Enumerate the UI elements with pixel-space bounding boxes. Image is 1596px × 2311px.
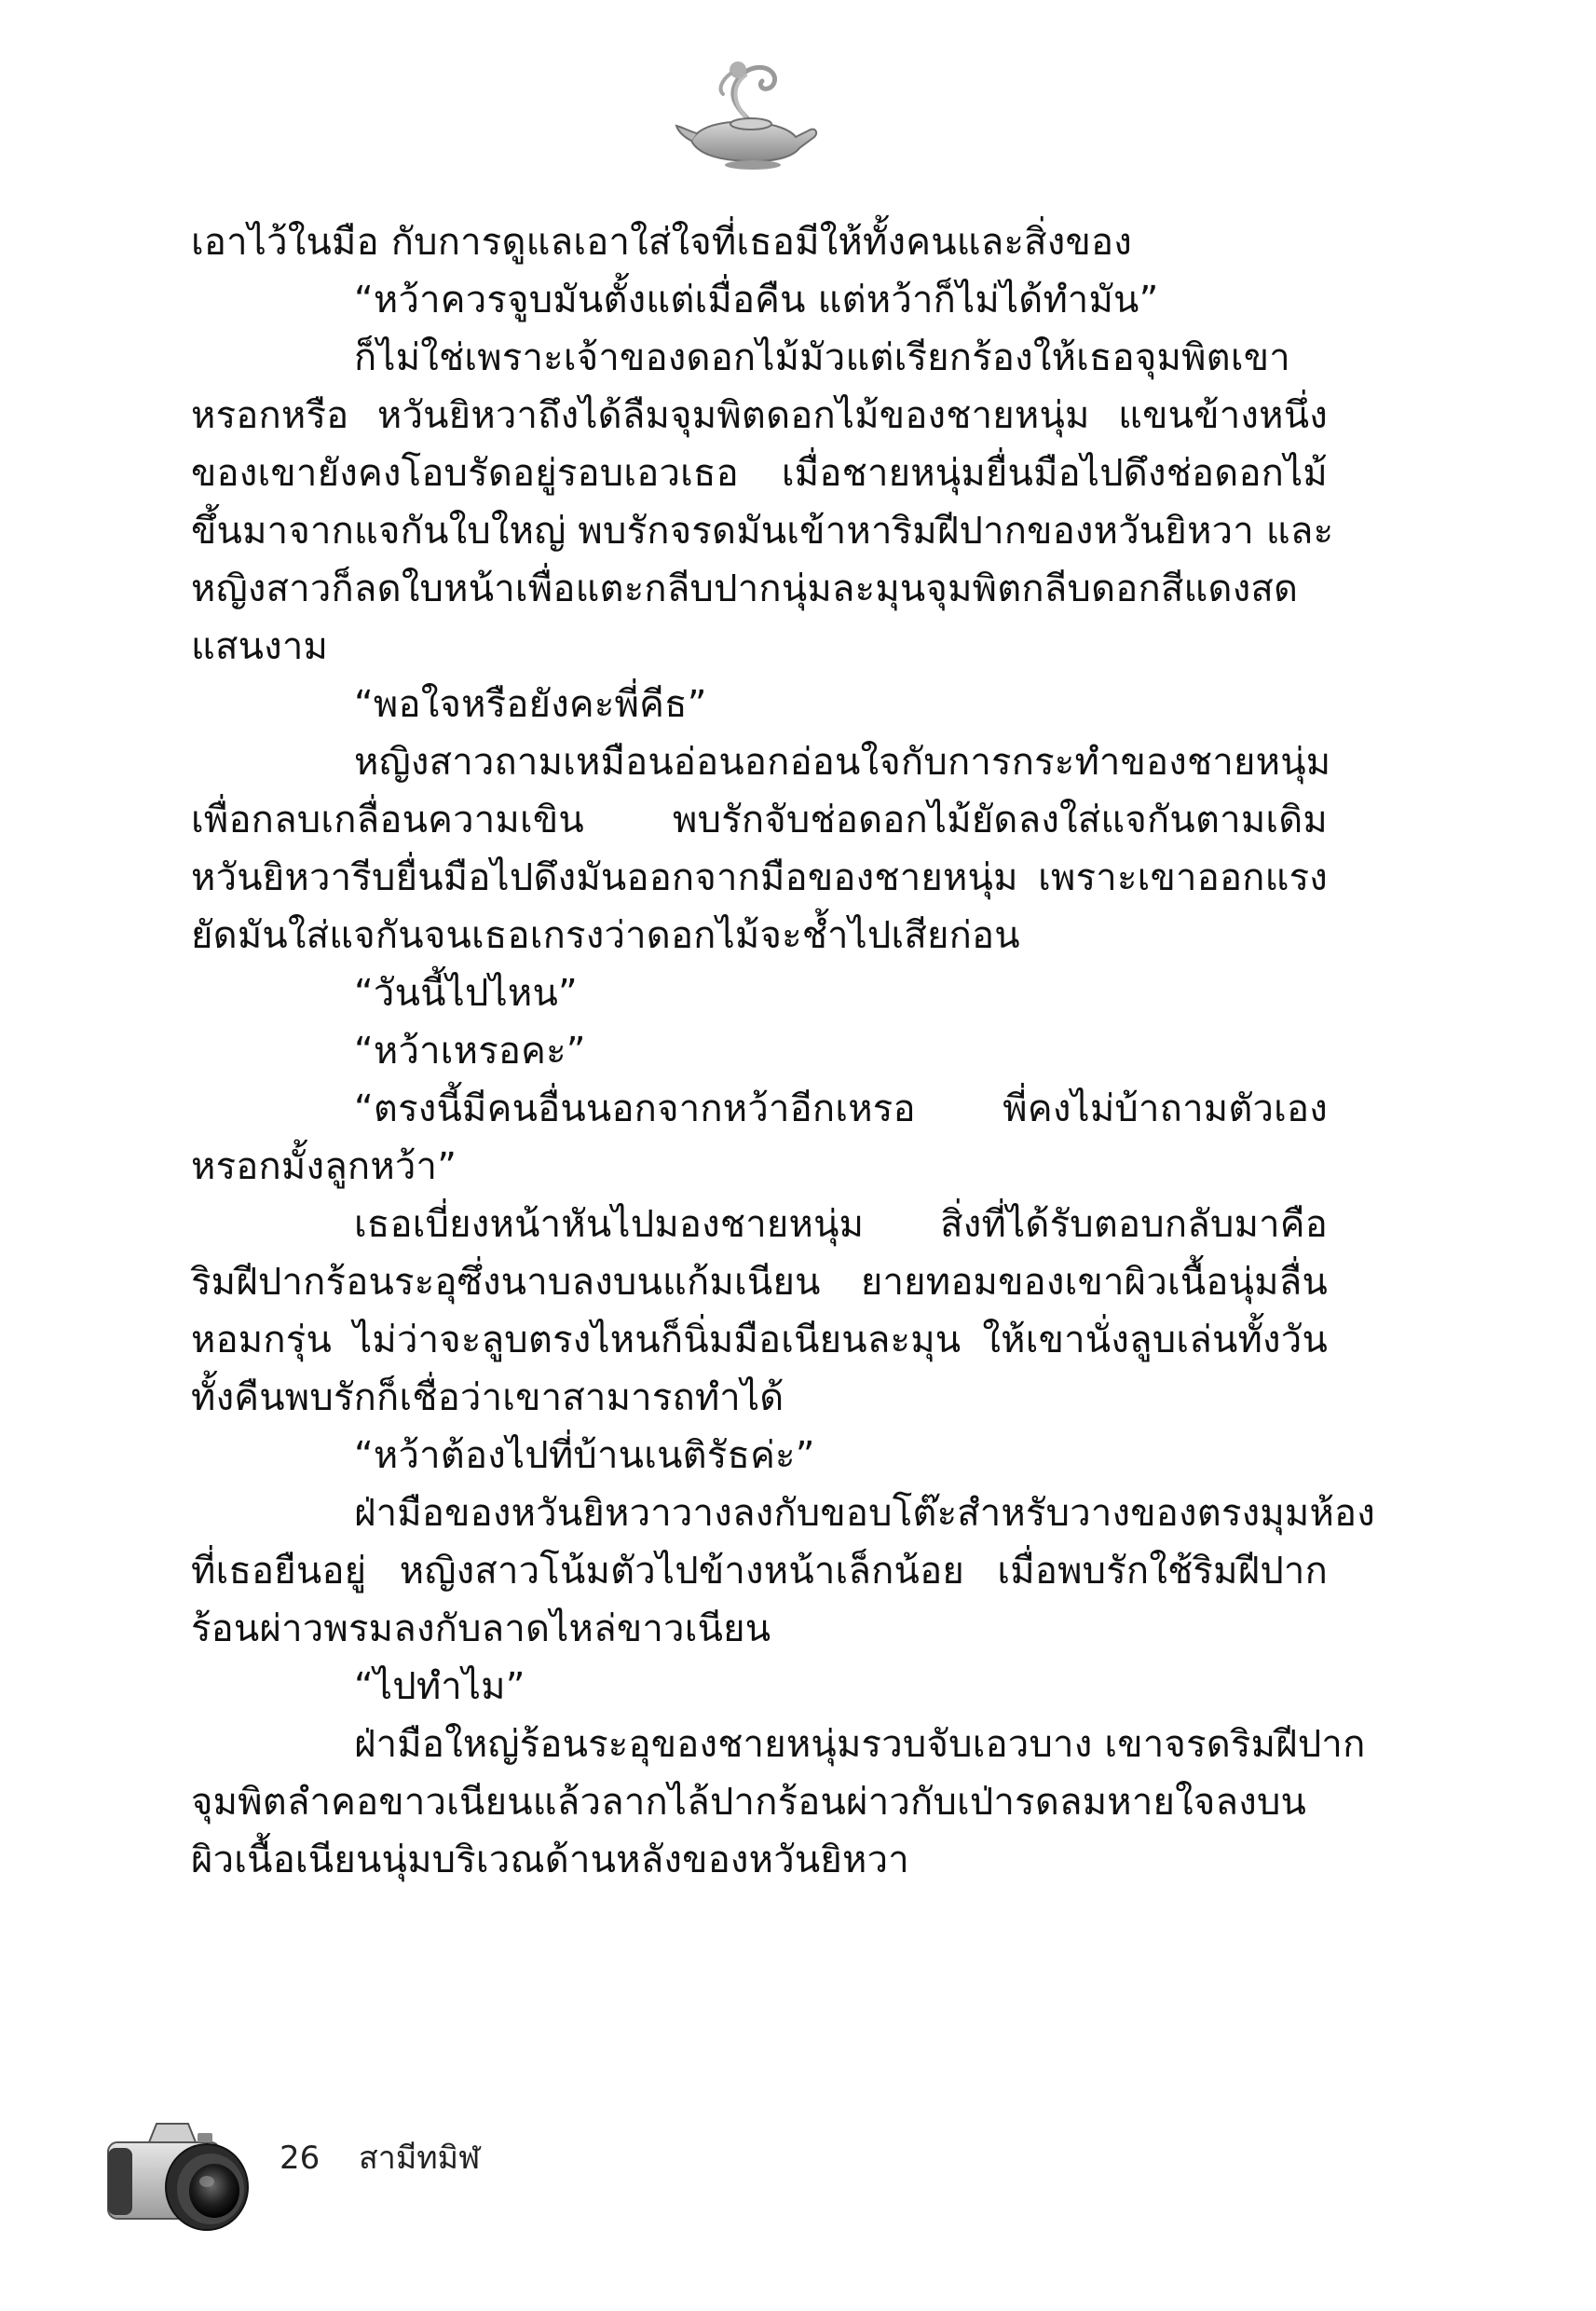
text-line: “ตรงนี้มีคนอื่นนอกจากหว้าอีกเหรอ พี่คงไม่บ้าถามตัวเอง [354,1087,1328,1130]
text-line: “หว้าเหรอคะ” [354,1030,586,1073]
text-line: ขึ้นมาจากแจกันใบใหญ่ พบรักจรดมันเข้าหาริมฝีปากของหวันยิหวา และ [191,510,1334,553]
text-line: ฝ่ามือของหวันยิหวาวางลงกับขอบโต๊ะสำหรับวางของตรงมุมห้อง [354,1492,1376,1535]
text-line: ก็ไม่ใช่เพราะเจ้าของดอกไม้มัวแต่เรียกร้องให้เธอจุมพิตเขา [354,336,1290,379]
magic-lamp-with-genie-icon [671,51,829,172]
text-line: ยัดมันใส่แจกันจนเธอเกรงว่าดอกไม้จะช้ำไปเสียก่อน [191,914,1020,957]
text-line: หรอกหรือ หวันยิหวาถึงได้ลืมจุมพิตดอกไม้ของชายหนุ่ม แขนข้างหนึ่ง [191,394,1328,437]
text-line: ของเขายังคงโอบรัดอยู่รอบเอวเธอ เมื่อชายหนุ่มยื่นมือไปดึงช่อดอกไม้ [191,452,1328,495]
text-line: หญิงสาวถามเหมือนอ่อนอกอ่อนใจกับการกระทำของชายหนุ่ม [354,741,1331,784]
text-line: เพื่อกลบเกลื่อนความเขิน พบรักจับช่อดอกไม้ยัดลงใส่แจกันตามเดิม [191,799,1328,841]
text-line: เธอเบี่ยงหน้าหันไปมองชายหนุ่ม สิ่งที่ได้รับตอบกลับมาคือ [354,1203,1328,1246]
text-line: ร้อนผ่าวพรมลงกับลาดไหล่ขาวเนียน [191,1607,771,1650]
text-line: ฝ่ามือใหญ่ร้อนระอุของชายหนุ่มรวบจับเอวบาง เขาจรดริมฝีปาก [354,1723,1366,1766]
text-line: เอาไว้ในมือ กับการดูแลเอาใส่ใจที่เธอมีให้ทั้งคนและสิ่งของ [191,221,1132,264]
text-line: หรอกมั้งลูกหว้า” [191,1145,457,1188]
book-title: สามีทมิฬ [359,2140,481,2177]
text-line: “วันนี้ไปไหน” [354,972,578,1015]
text-line: “หว้าต้องไปที่บ้านเนติรัธค่ะ” [354,1434,815,1477]
text-line: “ไปทำไม” [354,1665,525,1708]
text-line: ทั้งคืนพบรักก็เชื่อว่าเขาสามารถทำได้ [191,1376,784,1419]
page-number: 26 [280,2140,321,2177]
text-line: ผิวเนื้อเนียนนุ่มบริเวณด้านหลังของหวันยิหวา [191,1839,909,1881]
text-line: “พอใจหรือยังคะพี่คีธ” [354,683,707,726]
text-line: ที่เธอยืนอยู่ หญิงสาวโน้มตัวไปข้างหน้าเล็กน้อย เมื่อพบรักใช้ริมฝีปาก [191,1550,1328,1593]
text-line: ริมฝีปากร้อนระอุซึ่งนาบลงบนแก้มเนียน ยายทอมของเขาผิวเนื้อนุ่มลื่น [191,1261,1328,1304]
text-line: แสนงาม [191,625,329,668]
text-line: หอมกรุ่น ไม่ว่าจะลูบตรงไหนก็นิ่มมือเนียนละมุน ให้เขานั่งลูบเล่นทั้งวัน [191,1319,1328,1361]
text-line: หญิงสาวก็ลดใบหน้าเพื่อแตะกลีบปากนุ่มละมุนจุมพิตกลีบดอกสีแดงสด [191,567,1299,610]
text-line: หวันยิหวารีบยื่นมือไปดึงมันออกจากมือของชายหนุ่ม เพราะเขาออกแรง [191,856,1328,899]
text-line: จุมพิตลำคอขาวเนียนแล้วลากไล้ปากร้อนผ่าวกับเป่ารดลมหายใจลงบน [191,1781,1307,1824]
camera-icon [102,2111,256,2241]
text-line: “หว้าควรจูบมันตั้งแต่เมื่อคืน แต่หว้าก็ไม่ได้ทำมัน” [354,279,1159,321]
